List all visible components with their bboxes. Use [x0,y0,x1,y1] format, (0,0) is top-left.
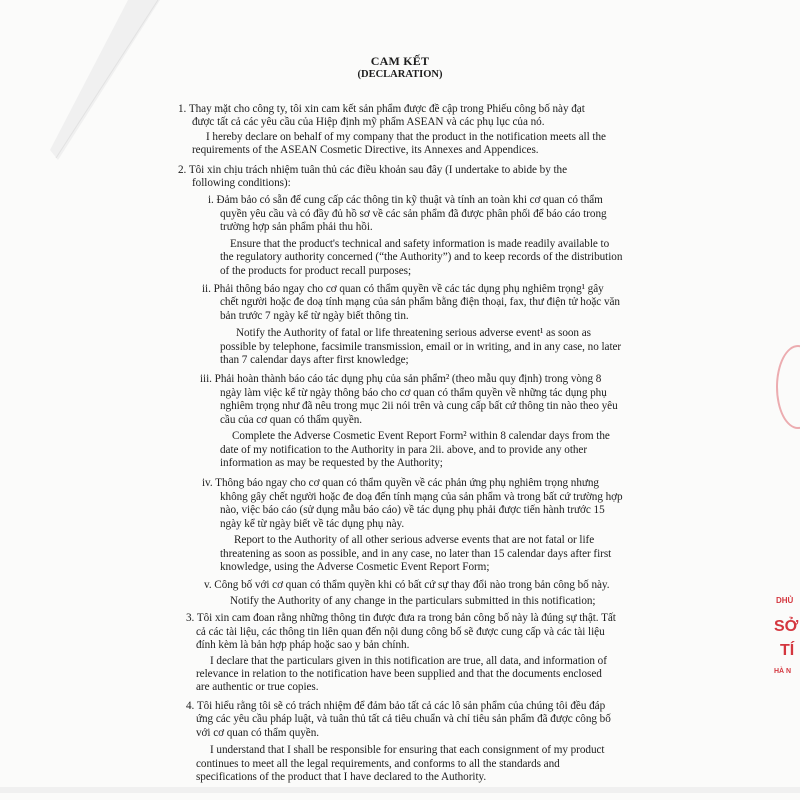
document-line: nào, việc báo cáo (sử dụng mẫu báo cáo) về tác dụng phụ phải được tiến hành trước 15 [220,504,605,517]
document-line: are authentic or true copies. [196,681,319,694]
document-line: Notify the Authority of any change in the particulars submitted in this notification; [230,594,596,607]
red-stamp [770,590,800,690]
document-line: 1. Thay mặt cho công ty, tôi xin cam kết sản phẩm được đề cập trong Phiếu công bố này đạt [178,103,585,115]
document-line: date of my notification to the Authority in para 2ii. above, and to provide any other [220,443,588,456]
document-line: ii. Phải thông báo ngay cho cơ quan có thẩm quyền về các tác dụng phụ nghiêm trọng¹ gây [202,282,604,295]
document-line: v. Công bố với cơ quan có thẩm quyền khi có bất cứ sự thay đổi nào trong bản công bố này. [204,579,610,592]
document-line: Report to the Authority of all other serious adverse events that are not fatal or life [234,534,595,547]
document-line: knowledge, using the Adverse Cosmetic Event Report Form; [220,561,490,574]
document-line: không gây chết người hoặc đe doạ đến tính mạng của sản phẩm và trong bất cứ trường hợp [220,490,623,503]
document-line: 4. Tôi hiểu rằng tôi sẽ có trách nhiệm để đảm bảo tất cả các lô sản phẩm của chúng tôi đều đáp [186,699,606,712]
document-line: continues to meet all the legal requirements, and conforms to all the standards and [196,757,560,770]
document-line: cầu của cơ quan có thẩm quyền. [220,413,363,426]
document-line: specifications of the product that I have declared to the Authority. [196,771,487,783]
document-line: following conditions): [192,177,291,190]
document-line: được tất cả các yêu cầu của Hiệp định mỹ phẩm ASEAN và các phụ lục của nó. [192,116,545,129]
document-line: 2. Tôi xin chịu trách nhiệm tuân thủ các điều khoản sau đây (I undertake to abide by the [178,163,568,176]
stamp-text-4: HÀ N [774,668,792,675]
document-line: requirements of the ASEAN Cosmetic Directive, its Annexes and Appendices. [192,144,539,157]
document-line: ứng các yêu cầu pháp luật, và tuân thủ tất cả tiêu chuẩn và chỉ tiêu sản phẩm đã được công bố [196,713,611,726]
document-subtitle: (DECLARATION) [357,69,443,80]
document-line: Notify the Authority of fatal or life threatening serious adverse event¹ as soon as [236,327,591,340]
document-line: chết người hoặc đe doạ tính mạng của sản phẩm bằng điện thoại, fax, thư điện tử hoặc văn [220,296,620,309]
document-line: i. Đảm bảo có sẵn để cung cấp các thông tin kỹ thuật và tính an toàn khi cơ quan có thẩm [208,194,603,207]
document-line: đính kèm là bản hợp pháp hoặc sao y bản chính. [196,639,410,652]
stamp-text-1: DHỦ [776,596,794,605]
document-title: CAM KẾT [370,54,430,68]
document-line: trường hợp sản phẩm phải thu hồi. [220,221,373,234]
document-line: I understand that I shall be responsible for ensuring that each consignment of my product [210,744,605,757]
document-line: relevance in relation to the notification have been supplied and that the documents enclosed [196,668,602,680]
document-line: 3. Tôi xin cam đoan rằng những thông tin được đưa ra trong bản công bố này là đúng sự thật. Tất [186,612,616,625]
document-line: iv. Thông báo ngay cho cơ quan có thẩm quyền về các phản ứng phụ nghiêm trọng nhưng [202,477,599,490]
document-line: the regulatory authority concerned (“the Authority”) and to keep records of the distribution [220,251,623,264]
document-line: quyền yêu cầu và có đầy đủ hồ sơ về các sản phẩm đã được phân phối để báo cáo trong [220,207,607,220]
document-line: Complete the Adverse Cosmetic Event Report Form² within 8 calendar days from the [232,430,610,443]
document-line: Ensure that the product's technical and safety information is made readily available to [230,237,610,250]
document-line: information as may be requested by the Authority; [220,457,443,470]
document-line: bản trước 7 ngày kể từ ngày biết thông tin. [220,309,409,322]
document-line: với cơ quan có thẩm quyền. [196,726,319,739]
document-line: ngày làm việc kể từ ngày thông báo cho cơ quan có thẩm quyền về những tác dụng phụ [220,386,607,399]
document-line: I hereby declare on behalf of my company that the product in the notification meets all the [206,130,606,143]
document-line: threatening as soon as possible, and in any case, no later than 15 calendar days after first [220,547,612,560]
document-line: ngày kể từ ngày biết về tác dụng phụ này. [220,517,405,530]
document-line: I declare that the particulars given in this notification are true, all data, and information of [210,654,607,667]
stamp-text-2: SỞ [774,618,799,635]
document-line: cả các tài liệu, các thông tin liên quan đến nội dung công bố sẽ được cung cấp và các tài liệu [196,625,605,638]
stamp-text-3: TÍ [780,642,795,659]
document-line: iii. Phải hoàn thành báo cáo tác dụng phụ của sản phẩm² (theo mẫu quy định) trong vòng 8 [200,373,602,386]
document-line: possible by telephone, facsimile transmission, email or in writing, and in any case, no later [220,340,622,353]
stamp-seal-edge [776,345,800,429]
document-line: than 7 calendar days after first knowledge; [220,354,409,367]
document-line: nghiêm trọng như đã nêu trong mục 2ii nói trên và cung cấp bất cứ thông tin nào theo yêu [220,400,618,413]
document-line: of the products for product recall purposes; [220,264,412,277]
